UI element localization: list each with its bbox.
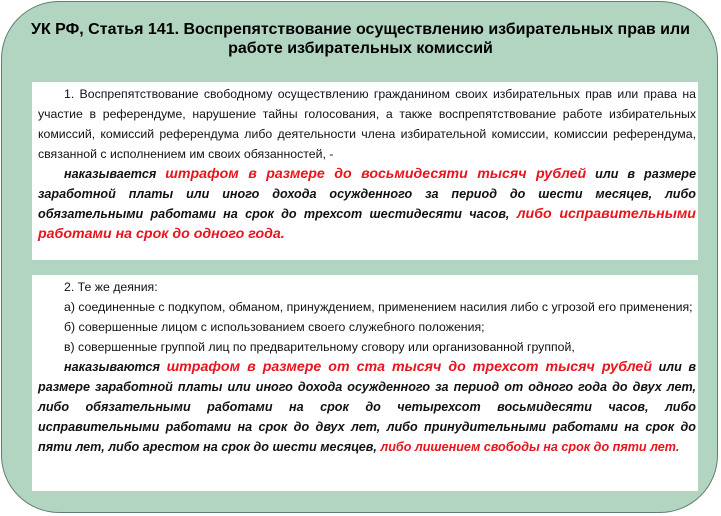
part-1-penalty: [38, 164, 696, 244]
slide-panel: [1, 1, 718, 513]
part-2-penalty-end: либо лишением свободы на срок до пяти лет.: [380, 440, 680, 454]
article-title: УК РФ, Статья 141. Воспрепятствование осуществлению избирательных прав или работе избирательных комиссий: [31, 21, 690, 57]
part-2-box: [32, 275, 698, 491]
part-1-box: [32, 82, 698, 260]
part-2-penalty-mid: или в размере заработной платы или иного дохода осужденного за период от одного года до двух лет, либо обязательными работами на срок до четырехсот восьмидесяти часов, либо исправительными работами на срок до двух лет, либо принудительными работами на срок до пяти лет, либо арестом на срок до шести месяцев,: [38, 360, 697, 454]
part-2-penalty-lead: наказываются: [64, 360, 167, 374]
part-1-penalty-fine: штрафом в размере до восьмидесяти тысяч рублей: [165, 166, 587, 182]
part-1-penalty-end: либо исправительными работами на срок до одного года.: [38, 206, 696, 242]
part-1-penalty-lead: наказывается: [64, 167, 166, 181]
part-2-penalty: [38, 357, 696, 457]
part-1-text: 1. Воспрепятствование свободному осуществлению гражданином своих избирательных прав или права на участие в референдуме, нарушение тайны голосования, а также воспрепятствование работе избирательных комиссий, комиссий референдума либо деятельности члена избирательной комиссии, комиссии референдума, связанной с исполнением им своих обязанностей, -: [38, 87, 696, 161]
part-2-heading: 2. Те же деяния:: [64, 280, 158, 294]
part-1-penalty-mid: или в размере заработной платы или иного дохода осужденного за период до шести месяцев, либо обязательными работами на срок до трехсот шестидесяти часов,: [38, 167, 696, 221]
part-2-item-c: в) совершенные группой лиц по предварительному сговору или организованной группой,: [64, 340, 575, 354]
part-2-item-a: а) соединенные с подкупом, обманом, принуждением, применением насилия либо с угрозой его применения;: [64, 300, 693, 314]
part-2-penalty-fine: штрафом в размере от ста тысяч до трехсот тысяч рублей: [166, 359, 652, 375]
part-2-item-b: б) совершенные лицом с использованием своего служебного положения;: [64, 320, 485, 334]
